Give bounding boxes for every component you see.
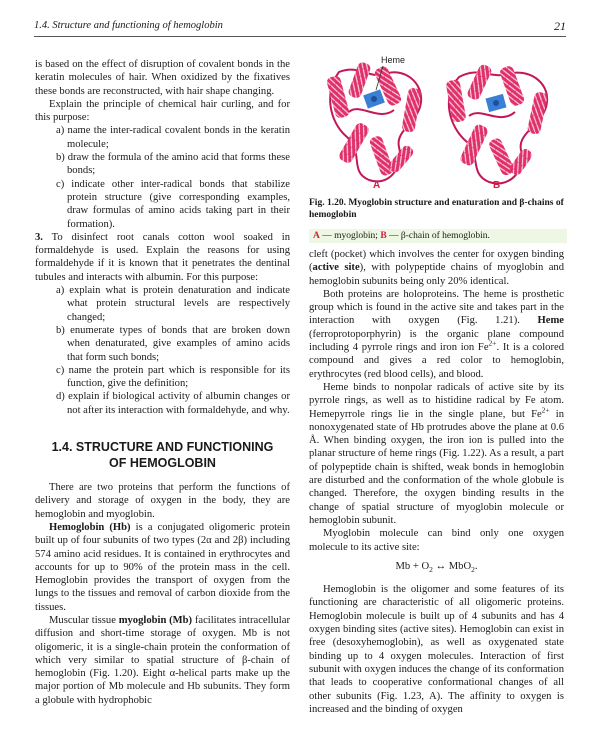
paragraph: Myoglobin molecule can bind only one oxygen molecule to its active site:: [309, 528, 564, 553]
text: in nonoxygenated state of Hb protrudes above the plane at 0.6 Å. When binding oxygen, the iron ion is pulled into the planar structure of heme rings (Fig. 1.22). As a result, a part of polypeptide chain is shifted, weak bonds in hemoglobin are disturbed and the conformation of the whole globule is changed. Therefore, the oxygen binding results in the change of spatial structure of myoglobin molecule or hemoglobin subunit.: [309, 408, 564, 526]
superscript: 2+: [541, 405, 550, 415]
section-title: [35, 439, 290, 471]
subscript: 2: [471, 564, 475, 574]
text: cleft (pocket) which involves the center for oxygen binding (: [309, 249, 564, 274]
term: active site: [312, 262, 360, 274]
running-header: [34, 18, 566, 37]
text: . It is a colored compound and gives a red color to hemoglobin, erythrocytes (red blood cells), and blood.: [309, 342, 564, 380]
paragraph: is based on the effect of disruption of covalent bonds in the keratin molecules of hair. When oxidized by the fixatives these bonds are reconstructed, with hair shape changing.: [35, 59, 290, 97]
legend-b: B: [380, 231, 387, 241]
task-number: 3.: [35, 231, 43, 243]
task-3: [35, 231, 290, 284]
section-title-line: 1.4. STRUCTURE AND FUNCTIONING: [51, 440, 274, 455]
term: Heme: [537, 315, 564, 327]
hemoglobin-beta-chain-structure: [445, 63, 548, 183]
legend-b-text: — β-chain of hemoglobin.: [386, 231, 490, 241]
text: ↔ MbO: [432, 560, 472, 572]
paragraph: [309, 381, 564, 527]
page-number: 21: [554, 19, 566, 33]
label-b: B: [493, 180, 501, 191]
text: ), with polypeptide chains of myoglobin and hemoglobin subunits being only 20% identical.: [309, 262, 564, 287]
paragraph: Explain the principle of chemical hair curling, and for this purpose:: [35, 98, 290, 124]
task-list-1: [35, 124, 290, 230]
legend-a: A: [313, 231, 320, 241]
text: facilitates intracellular diffusion and short-time storage of oxygen. Mb is not oligomeric, it is a single-chain protein the conformation of which very similar to spatial structure of β-chain of hemoglobin (Fig. 1.20). Eight α-helical parts make up the major portion of Mb molecule and Hb subunits. They form a globule with hydrophobic: [35, 614, 290, 706]
text: Muscular tissue: [49, 614, 119, 626]
list-item: b) draw the formula of the amino acid that forms these bonds;: [56, 152, 290, 177]
figure-caption: Fig. 1.20. Myoglobin structure and enaturation and β-chains of hemoglobin: [309, 198, 564, 220]
equation: [309, 560, 564, 573]
text: Heme binds to nonpolar radicals of active site by its pyrrole rings, as well as to histidine radical by Fe atom. Hemepyrrole rings lie in the single plane, but Fe: [309, 381, 564, 420]
myoglobin-structure: [326, 55, 422, 181]
paragraph: There are two proteins that perform the functions of delivery and storage of oxygen in the body, they are hemoglobin and myoglobin.: [35, 482, 290, 520]
subscript: 2: [429, 564, 433, 574]
protein-structure-illustration: [309, 52, 567, 192]
label-a: A: [373, 180, 381, 191]
text: Mb + O: [395, 560, 430, 572]
term: Hemoglobin (Hb): [49, 521, 131, 533]
figure-legend: [309, 229, 567, 243]
section-title-line: OF HEMOGLOBIN: [109, 456, 216, 471]
text: is a conjugated oligomeric protein built up of four subunits of two types (2α and 2β) including 574 amino acid residues. It is contained in erythrocytes and accounts for up to 90% of the protein mass in the cell. Hemoglobin provides the transport of oxygen from the lungs to the tissues and removal of carbon dioxide from the tissues.: [35, 521, 290, 613]
left-column: [35, 58, 290, 707]
superscript: 2+: [488, 338, 497, 348]
heme-label: Heme: [381, 55, 406, 65]
right-column: [309, 248, 564, 716]
paragraph: [309, 248, 564, 288]
list-item: a) name the inter-radical covalent bonds in the keratin molecule;: [56, 125, 290, 150]
text: (ferroprotoporphyrin) is the organic plane compound including 4 pyrrole rings and iron ion Fe: [309, 328, 564, 354]
paragraph: [35, 521, 290, 614]
list-item: d) explain if biological activity of albumin changes or not after its interaction with formaldehyde, and why.: [56, 391, 290, 416]
heme-icon: [363, 89, 385, 108]
list-item: c) indicate other inter-radical bonds that stabilize protein structure (give corresponding examples, draw formulas of amino acids taking part in their formation).: [56, 178, 290, 230]
heme-icon: [485, 94, 506, 112]
term: myoglobin (Mb): [118, 614, 193, 626]
running-title: 1.4. Structure and functioning of hemoglobin: [34, 20, 223, 31]
text: Both proteins are holoproteins. The heme is prosthetic group which is found in the active site and takes part in the interaction with oxygen (Fig. 1.21).: [309, 288, 564, 327]
paragraph: [35, 614, 290, 707]
text: .: [474, 560, 478, 572]
paragraph: Hemoglobin is the oligomer and some features of its functioning are characteristic of all oligomeric proteins. Hemoglobin molecule is built up of 4 subunits and has 4 oxygen binding sites (active sites). Hemoglobin can exist in free (desoxyhemoglobin), as well as oxygenated state binding up to 4 oxygen molecules. Interaction of first subunit with oxygen induces the change of its conformation that leads to cooperative conformational changes of all other subunits (Fig. 1.23, A). The affinity to oxygen is increased and the binding of oxygen: [309, 584, 564, 715]
task-list-2: [35, 284, 290, 417]
task-text: To disinfect root canals cotton wool soaked in formaldehyde is used. Explain the reasons for using formaldehyde if it is known that it penetrates the dentinal tubules and interacts with albumin. For this purpose:: [35, 231, 290, 283]
legend-a-text: — myoglobin;: [319, 231, 381, 241]
paragraph: [309, 288, 564, 381]
list-item: a) explain what is protein denaturation and indicate what protein structural levels are respectively changed;: [56, 285, 290, 323]
list-item: b) enumerate types of bonds that are broken down when denaturated, give examples of amino acids that form such bonds;: [56, 324, 290, 363]
list-item: c) name the protein part which is responsible for its function, give the definition;: [56, 364, 290, 390]
